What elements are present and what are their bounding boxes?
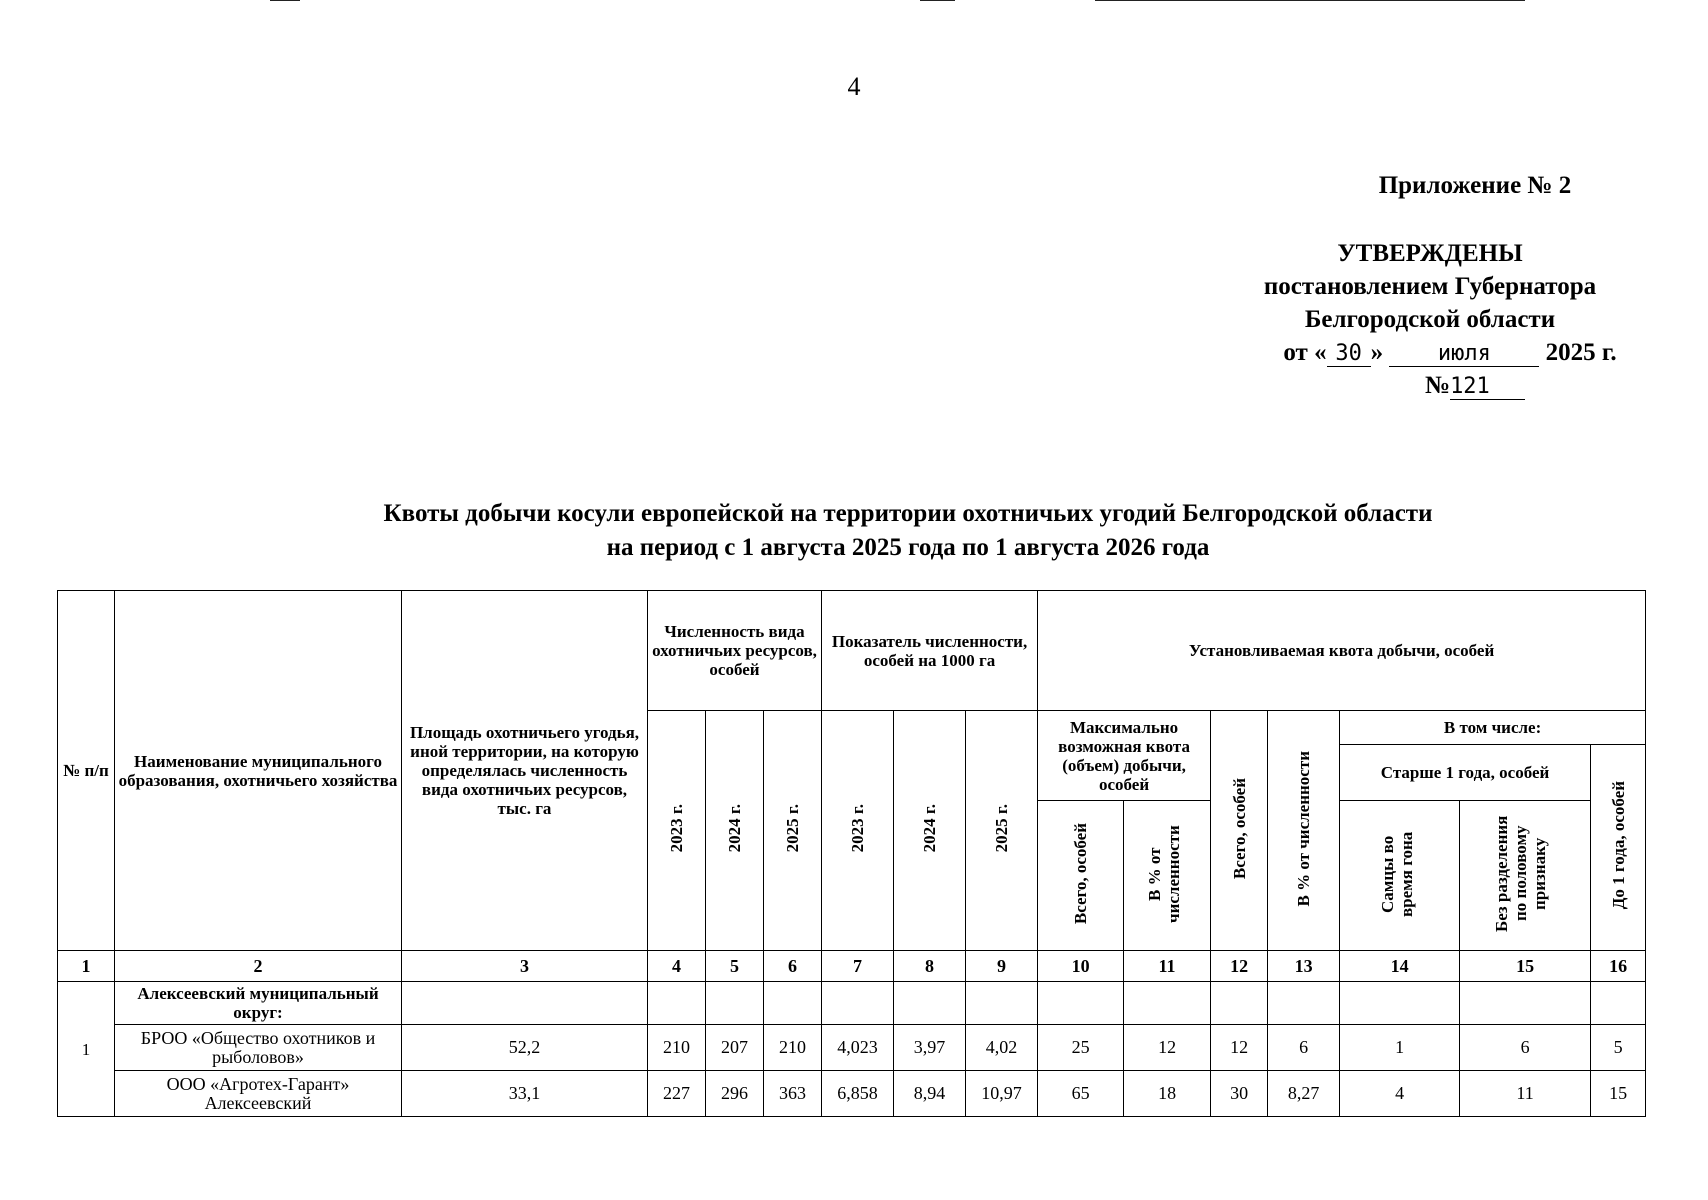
header-quota: Установливаемая квота добычи, особей	[1038, 591, 1646, 711]
header-density: Показатель численности, особей на 1000 га	[822, 591, 1038, 711]
header-pop-2023: 2023 г.	[648, 711, 706, 951]
approval-number	[1230, 369, 1630, 402]
header-including: В том числе:	[1340, 711, 1646, 745]
header-pct-of-pop: В % от численности	[1268, 711, 1340, 951]
cell-density-2024: 8,94	[894, 1071, 966, 1117]
header-density-2025: 2025 г.	[966, 711, 1038, 951]
cell-total: 30	[1211, 1071, 1268, 1117]
cell-no-sex: 11	[1460, 1071, 1591, 1117]
date-mid: »	[1370, 339, 1384, 366]
cell-no-sex: 6	[1460, 1025, 1591, 1071]
document-title	[0, 497, 1708, 565]
colnum: 8	[894, 951, 966, 982]
colnum: 15	[1460, 951, 1591, 982]
approval-line-1: УТВЕРЖДЕНЫ	[1337, 240, 1523, 267]
table-row-group	[58, 982, 1646, 1025]
header-density-2023: 2023 г.	[822, 711, 894, 951]
cell-pop-2023: 210	[648, 1025, 706, 1071]
header-pop-2024: 2024 г.	[706, 711, 764, 951]
cell-pop-2025: 363	[764, 1071, 822, 1117]
approval-line-3: Белгородской области	[1304, 306, 1556, 333]
header-num: № п/п	[58, 591, 115, 951]
colnum: 1	[58, 951, 115, 982]
cell-area: 33,1	[402, 1071, 648, 1117]
cell-total: 12	[1211, 1025, 1268, 1071]
header-no-sex: Без разделения по половому признаку	[1460, 801, 1591, 951]
cell-max-pct: 18	[1124, 1071, 1211, 1117]
title-line-2: на период с 1 августа 2025 года по 1 августа 2026 года	[606, 534, 1210, 561]
colnum: 12	[1211, 951, 1268, 982]
approval-block	[1230, 237, 1630, 402]
table-row	[58, 1071, 1646, 1117]
cell-under1: 15	[1591, 1071, 1646, 1117]
colnum: 10	[1038, 951, 1124, 982]
colnum: 9	[966, 951, 1038, 982]
row-name: БРОО «Общество охотников и рыболовов»	[115, 1025, 402, 1071]
colnum: 2	[115, 951, 402, 982]
header-density-2024: 2024 г.	[894, 711, 966, 951]
cell-pop-2025: 210	[764, 1025, 822, 1071]
cell-under1: 5	[1591, 1025, 1646, 1071]
cell-pop-2024: 296	[706, 1071, 764, 1117]
number-prefix: №	[1424, 372, 1451, 399]
colnum: 11	[1124, 951, 1211, 982]
header-area: Площадь охотничьего угодья, иной территории, на которую определялась численность вида охотничьих ресурсов, тыс. га	[402, 591, 648, 951]
header-name: Наименование муниципального образования, охотничьего хозяйства	[115, 591, 402, 951]
page-number: 4	[847, 72, 861, 101]
colnum: 3	[402, 951, 648, 982]
cell-density-2025: 10,97	[966, 1071, 1038, 1117]
colnum: 4	[648, 951, 706, 982]
date-month: июля	[1389, 342, 1539, 367]
cell-density-2023: 6,858	[822, 1071, 894, 1117]
top-scan-line-3	[1095, 0, 1525, 1]
header-under1: До 1 года, особей	[1591, 745, 1646, 951]
group-num: 1	[58, 982, 115, 1117]
approval-line-2: постановлением Губернатора	[1263, 273, 1597, 300]
colnum: 13	[1268, 951, 1340, 982]
header-males-rut: Самцы во время гона	[1340, 801, 1460, 951]
column-number-row	[58, 951, 1646, 982]
date-year: 2025 г.	[1545, 339, 1617, 366]
header-pop-2025: 2025 г.	[764, 711, 822, 951]
number-value: 121	[1450, 375, 1525, 400]
header-max-total: Всего, особей	[1038, 801, 1124, 951]
colnum: 7	[822, 951, 894, 982]
appendix-label: Приложение № 2	[1378, 172, 1572, 199]
date-day: 30	[1327, 342, 1371, 367]
cell-males-rut: 1	[1340, 1025, 1460, 1071]
cell-max-pct: 12	[1124, 1025, 1211, 1071]
cell-pct: 6	[1268, 1025, 1340, 1071]
cell-pop-2023: 227	[648, 1071, 706, 1117]
header-older: Старше 1 года, особей	[1340, 745, 1591, 801]
table-row	[58, 1025, 1646, 1071]
header-total: Всего, особей	[1211, 711, 1268, 951]
cell-pct: 8,27	[1268, 1071, 1340, 1117]
cell-density-2023: 4,023	[822, 1025, 894, 1071]
top-scan-line-2	[920, 0, 955, 1]
cell-density-2024: 3,97	[894, 1025, 966, 1071]
approval-date	[1230, 336, 1630, 369]
top-scan-line-1	[270, 0, 300, 1]
quota-table	[57, 590, 1646, 1117]
colnum: 16	[1591, 951, 1646, 982]
colnum: 6	[764, 951, 822, 982]
colnum: 14	[1340, 951, 1460, 982]
header-max-pct: В % от численности	[1124, 801, 1211, 951]
colnum: 5	[706, 951, 764, 982]
row-name: ООО «Агротех-Гарант» Алексеевский	[115, 1071, 402, 1117]
date-prefix: от «	[1283, 339, 1327, 366]
header-population: Численность вида охотничьих ресурсов, особей	[648, 591, 822, 711]
cell-max-total: 65	[1038, 1071, 1124, 1117]
cell-max-total: 25	[1038, 1025, 1124, 1071]
header-max-quota: Максимально возможная квота (объем) добычи, особей	[1038, 711, 1211, 801]
cell-area: 52,2	[402, 1025, 648, 1071]
cell-pop-2024: 207	[706, 1025, 764, 1071]
group-name: Алексеевский муниципальный округ:	[115, 982, 402, 1025]
cell-density-2025: 4,02	[966, 1025, 1038, 1071]
title-line-1: Квоты добычи косули европейской на территории охотничьих угодий Белгородской области	[383, 500, 1433, 527]
cell-males-rut: 4	[1340, 1071, 1460, 1117]
